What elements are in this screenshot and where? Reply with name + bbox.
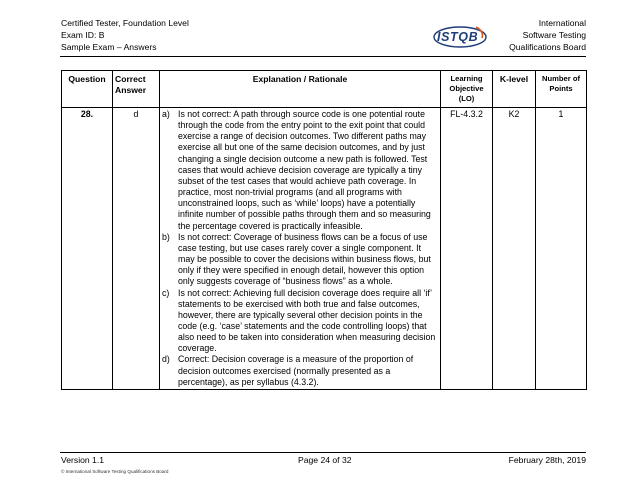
explanation-item [162, 109, 438, 232]
document-subtitle: Sample Exam – Answers [61, 42, 157, 52]
explanation-item [162, 288, 438, 355]
option-explanation: Is not correct: A path through source code is one potential route through the code from the entry point to the exit point that could exercise a range of decision outcomes. Two different paths may exercise all but one of the same decision outcomes, and by just changing a single decision outcome a new path is followed. Test cases that would achieve decision coverage are typically a tiny subset of the test cases that would achieve path coverage. In practice, most non-trivial programs (and all programs with unconstrained loops, such as ‘while’ loops) have a potentially infinite number of possible paths through them and so measuring the percentage covered is practically infeasible. [178, 109, 431, 231]
points: 1 [536, 108, 587, 390]
option-explanation: Is not correct: Coverage of business flows can be a focus of use case testing, but use cases rarely cover a single component. It may be possible to cover the decisions within business flows, but only if they were specified in enough detail, however this option only suggests coverage of “business flows” as a whole. [178, 231, 431, 287]
col-header-learning-objective: Learning Objective (LO) [441, 71, 493, 108]
correct-answer: d [113, 108, 160, 390]
org-line-1: International [538, 18, 586, 28]
col-header-explanation: Explanation / Rationale [160, 71, 441, 108]
header-right [509, 17, 586, 53]
istqb-logo [432, 24, 488, 52]
question-number: 28. [62, 108, 113, 390]
option-letter: b) [162, 231, 170, 242]
document-title: Certified Tester, Foundation Level [61, 18, 189, 28]
explanation-item [162, 232, 438, 288]
k-level: K2 [493, 108, 536, 390]
explanation-item [162, 354, 438, 387]
footer-version: Version 1.1 [61, 455, 104, 465]
footer-copyright: © International Software Testing Qualifications Board [61, 469, 169, 474]
header-divider [60, 56, 586, 57]
table-header-row [62, 71, 587, 108]
option-explanation: Correct: Decision coverage is a measure of the proportion of decision outcomes exercised (normally presented as a percentage), as per syllabus (4.3.2). [178, 354, 414, 387]
table-row [62, 108, 587, 390]
explanation-cell [160, 108, 441, 390]
col-header-correct-answer: Correct Answer [113, 71, 160, 108]
org-line-3: Qualifications Board [509, 42, 586, 52]
header-left [61, 17, 189, 53]
col-header-points: Number of Points [536, 71, 587, 108]
option-letter: d) [162, 354, 170, 365]
option-letter: c) [162, 287, 170, 298]
footer-date: February 28th, 2019 [508, 455, 586, 465]
footer-page-number: Page 24 of 32 [298, 455, 352, 465]
explanation-list [162, 109, 438, 388]
answer-table [61, 70, 587, 390]
org-line-2: Software Testing [522, 30, 586, 40]
col-header-k-level: K-level [493, 71, 536, 108]
option-letter: a) [162, 109, 170, 119]
exam-id: Exam ID: B [61, 30, 105, 40]
logo-wordmark: ISTQB [437, 30, 479, 44]
learning-objective: FL-4.3.2 [441, 108, 493, 390]
option-explanation: Is not correct: Achieving full decision coverage does require all ‘if’ statements to be exercised with both true and false outcomes, however, there are typically several other decision points in the code (e.g. ‘case’ statements and the code controlling loops) that also need to be taken into consideration when measuring decision coverage. [178, 287, 436, 354]
footer-divider [60, 452, 586, 453]
col-header-question: Question [62, 71, 113, 108]
